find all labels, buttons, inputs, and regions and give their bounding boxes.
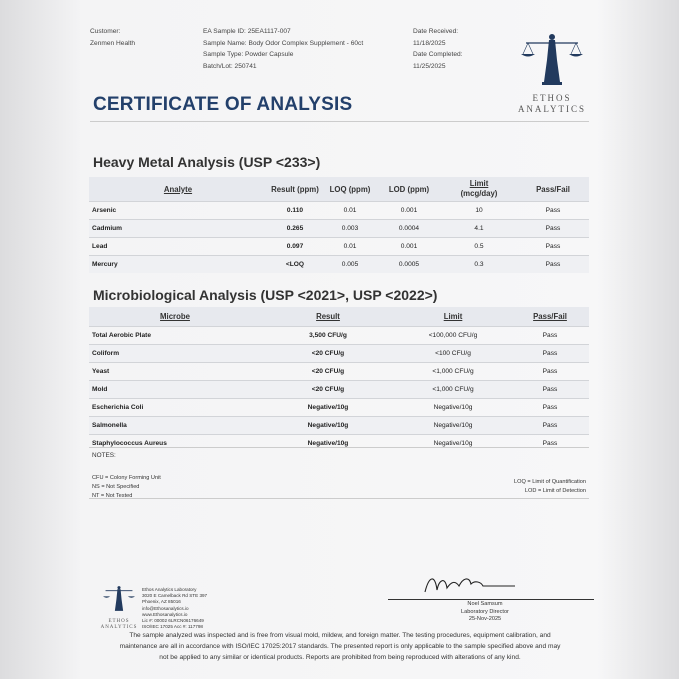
disclaimer: The sample analyzed was inspected and is free from visual mold, mildew, and foreign matter. The testing procedures, equipment calibration, and maintenance are all in accordance with ISO/IEC 17025:2017 standards. The presented report is only applicable to the sample specified above and may not be applied to any similar or identical products. Reports are prohibited from being reproduced with alterations of any kind.	[119, 632, 561, 661]
col-pass-fail: Pass/Fail	[517, 177, 589, 202]
heavy-metal-table	[89, 177, 589, 273]
sample-block	[203, 26, 363, 72]
sample-type: Sample Type: Powder Capsule	[203, 51, 294, 58]
notes-right: LOQ = Limit of Quantification LOD = Limit of Detection	[514, 479, 586, 494]
table-row: Mercury <LOQ 0.005 0.0005 0.3 Pass	[89, 256, 589, 274]
heavy-metal-title: Heavy Metal Analysis (USP <233>)	[93, 154, 321, 170]
table-row: Cadmium 0.265 0.003 0.0004 4.1 Pass	[89, 220, 589, 238]
table-row: Coliform <20 CFU/g <100 CFU/g Pass	[89, 345, 589, 363]
table-row: Lead 0.097 0.01 0.001 0.5 Pass	[89, 238, 589, 256]
col-limit: Limit (mcg/day)	[441, 177, 517, 202]
dates-block	[413, 26, 462, 72]
customer-value: Zenmen Health	[90, 39, 136, 47]
customer-label: Customer:	[90, 28, 121, 35]
col-micro-limit: Limit	[395, 307, 511, 327]
sample-id: EA Sample ID: 25EA1117-007	[203, 28, 291, 35]
col-micro-result: Result	[261, 307, 395, 327]
page-title: CERTIFICATE OF ANALYSIS	[93, 94, 353, 115]
signatory: Noel Samsum Laboratory Director 25-Nov-2025	[461, 601, 509, 622]
col-microbe: Microbe	[89, 307, 261, 327]
table-row: Mold <20 CFU/g <1,000 CFU/g Pass	[89, 381, 589, 399]
lab-address: Ethos Analytics Laboratory 3020 E Camelback Rd STE 397 Phoenix, AZ 85016 info@Ethosanalytics.io www.Ethosanalytics.io Lic #: 00002 6LRCN06176649 ISO/IEC 17025 Acc #: 117798	[142, 587, 208, 630]
signature-icon	[415, 570, 525, 598]
table-row: Arsenic 0.110 0.01 0.001 10 Pass	[89, 202, 589, 220]
signature-line	[388, 599, 594, 600]
notes-label: NOTES:	[92, 452, 116, 459]
logo-text: ETHOS ANALYTICS	[517, 93, 587, 114]
col-micro-pass-fail: Pass/Fail	[511, 307, 589, 327]
lady-justice-icon	[512, 30, 592, 88]
date-completed-label: Date Completed:	[413, 51, 463, 58]
micro-table	[89, 307, 589, 452]
col-analyte: Analyte	[89, 177, 267, 202]
customer-block	[90, 26, 135, 49]
col-result: Result (ppm)	[267, 177, 323, 202]
table-row: Total Aerobic Plate 3,500 CFU/g <100,000 CFU/g Pass	[89, 327, 589, 345]
heavy-metal-header-row	[89, 177, 589, 202]
notes-left: CFU = Colony Forming Unit NS = Not Specified NT = Not Tested	[92, 475, 161, 499]
date-received: 11/18/2025	[413, 39, 446, 47]
date-completed: 11/25/2025	[413, 62, 446, 70]
ethos-logo	[512, 30, 592, 115]
table-row: Escherichia Coli Negative/10g Negative/10g Pass	[89, 399, 589, 417]
micro-header-row	[89, 307, 589, 327]
table-row: Yeast <20 CFU/g <1,000 CFU/g Pass	[89, 363, 589, 381]
title-divider	[90, 121, 589, 122]
date-received-label: Date Received:	[413, 28, 459, 35]
sample-name: Sample Name: Body Odor Complex Supplement - 60ct	[203, 39, 364, 47]
notes-box	[89, 447, 589, 499]
footer-logo: ETHOS ANALYTICS	[98, 584, 140, 628]
table-row: Salmonella Negative/10g Negative/10g Pass	[89, 417, 589, 435]
lady-justice-small-icon	[98, 584, 140, 614]
col-lod: LOD (ppm)	[377, 177, 441, 202]
micro-title: Microbiological Analysis (USP <2021>, USP <2022>)	[93, 287, 438, 303]
table-row: Staphylococcus Aureus Negative/10g Negative/10g Pass	[89, 435, 589, 453]
batch-lot: Batch/Lot: 250741	[203, 62, 257, 70]
col-loq: LOQ (ppm)	[323, 177, 377, 202]
